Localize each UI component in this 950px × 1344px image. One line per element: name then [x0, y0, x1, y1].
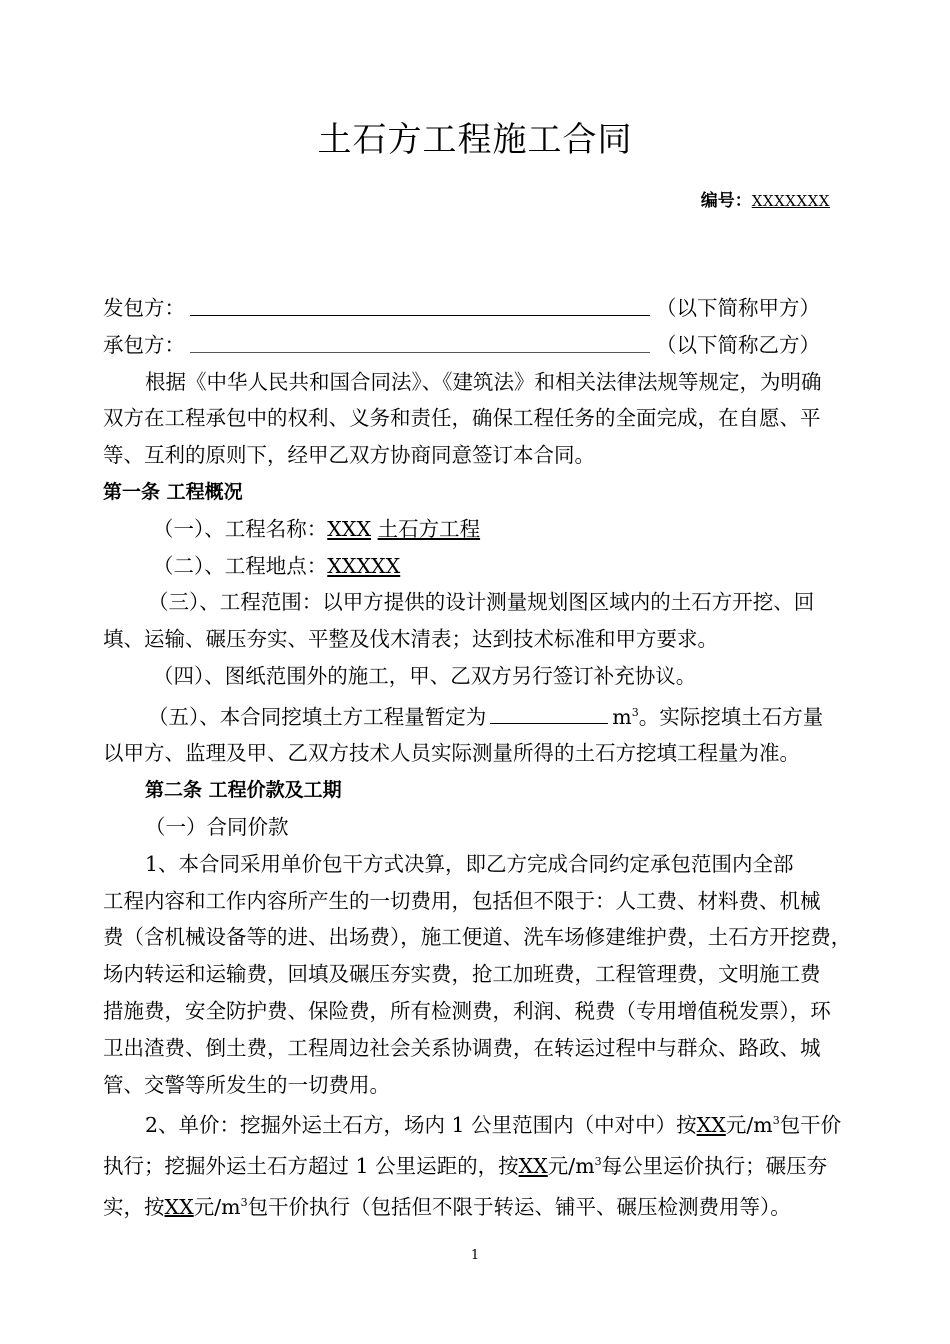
- article2-heading: 第二条 工程价款及工期: [145, 779, 342, 802]
- contract-body: [103, 290, 860, 1225]
- article2-para1-line: 卫出渣费、倒土费，工程周边社会关系协调费，在转运过程中与群众、路政、城: [103, 1035, 821, 1060]
- item5-sup: 3: [631, 705, 639, 719]
- unit-sup: 3: [240, 1195, 248, 1209]
- intro-line: 双方在工程承包中的权利、义务和责任，确保工程任务的全面完成，在自愿、平: [103, 406, 821, 431]
- party-a-line: [103, 290, 860, 327]
- price-field: XX: [164, 1194, 194, 1219]
- para2-l2-post: 每公里运价执行；碾压夯: [601, 1153, 828, 1178]
- article1-item1: [103, 511, 860, 548]
- unit-sup: 3: [594, 1154, 602, 1168]
- price-field: XX: [696, 1113, 726, 1138]
- party-b-label: 承包方：: [103, 332, 185, 357]
- article2-para1-line: 场内转运和运输费，回填及碾压夯实费，抢工加班费，工程管理费，文明施工费: [103, 962, 821, 987]
- party-b-suffix: （以下简称乙方）: [656, 332, 820, 357]
- para2-l1-pre: 2、单价：挖掘外运土石方，场内 1 公里范围内（中对中）按: [145, 1113, 697, 1138]
- item5-post: 。实际挖填土石方量: [638, 704, 824, 729]
- intro-line: 等、互利的原则下，经甲乙双方协商同意签订本合同。: [103, 443, 595, 468]
- para2-l3-post: 包干价执行（包括但不限于转运、铺平、碾压检测费用等）。: [247, 1194, 791, 1219]
- price-unit: 元/m: [547, 1153, 595, 1178]
- article2-para2-line3: [103, 1185, 860, 1226]
- article2-para1-line: 管、交警等所发生的一切费用。: [103, 1072, 390, 1097]
- party-b-blank: [190, 352, 650, 353]
- price-unit: 元/m: [725, 1113, 773, 1138]
- serial-value: XXXXXXX: [751, 192, 830, 210]
- document-title: 土石方工程施工合同: [317, 120, 633, 160]
- project-name: 土石方工程: [377, 516, 481, 541]
- party-b-line: [103, 327, 860, 364]
- article1-item3: （三）、工程范围：以甲方提供的设计测量规划图区域内的土石方开挖、回: [148, 590, 815, 615]
- price-unit: 元/m: [193, 1194, 241, 1219]
- serial-label: 编号：: [700, 191, 752, 211]
- article2-para2-line2: [103, 1144, 860, 1185]
- article1-item5: [103, 695, 860, 736]
- party-a-blank: [190, 315, 650, 316]
- quantity-blank: [490, 705, 608, 724]
- price-field: XX: [518, 1153, 548, 1178]
- party-a-suffix: （以下简称甲方）: [656, 296, 820, 320]
- intro-line: 根据《中华人民共和国合同法》、《建筑法》和相关法律法规等规定，为明确: [145, 369, 822, 394]
- page-number: 1: [470, 1248, 480, 1263]
- project-location: XXXXX: [327, 553, 401, 578]
- article1-item5-cont: 以甲方、监理及甲、乙双方技术人员实际测量所得的土石方挖填工程量为准。: [103, 741, 800, 766]
- project-name-code: XXX: [327, 516, 372, 541]
- para2-l3-pre: 实，按: [103, 1194, 165, 1219]
- article2-para1-line: 工程内容和工作内容所产生的一切费用，包括但不限于：人工费、材料费、机械: [103, 888, 821, 913]
- article1-item4: （四）、图纸范围外的施工，甲、乙双方另行签订补充协议。: [153, 663, 697, 688]
- item5-pre: （五）、本合同挖填土方工程量暂定为: [148, 704, 487, 729]
- article1-item3-cont: 填、运输、碾压夯实、平整及伐木清表；达到技术标准和甲方要求。: [103, 627, 718, 652]
- item1-label: （一）、工程名称：: [153, 516, 328, 541]
- item5-unit: m: [612, 704, 632, 729]
- article1-item2: [103, 548, 860, 585]
- article1-heading: 第一条 工程概况: [103, 480, 243, 503]
- para2-l2-pre: 执行；挖掘外运土石方超过 1 公里运距的，按: [103, 1153, 519, 1178]
- unit-sup: 3: [772, 1114, 780, 1128]
- article2-sub1: （一）合同价款: [145, 814, 289, 839]
- serial-number: [701, 186, 830, 211]
- party-a-label: 发包方：: [103, 296, 185, 320]
- article2-para1-line: 费（含机械设备等的进、出场费），施工便道、洗车场修建维护费，土石方开挖费，: [103, 925, 852, 950]
- article2-para2-line1: [103, 1103, 860, 1144]
- para2-l1-post: 包干价: [779, 1113, 842, 1138]
- item2-label: （二）、工程地点：: [153, 553, 328, 578]
- article2-para1-line: 1、本合同采用单价包干方式决算，即乙方完成合同约定承包范围内全部: [145, 851, 794, 876]
- article2-para1-line: 措施费，安全防护费、保险费，所有检测费，利润、税费（专用增值税发票），环: [103, 998, 831, 1023]
